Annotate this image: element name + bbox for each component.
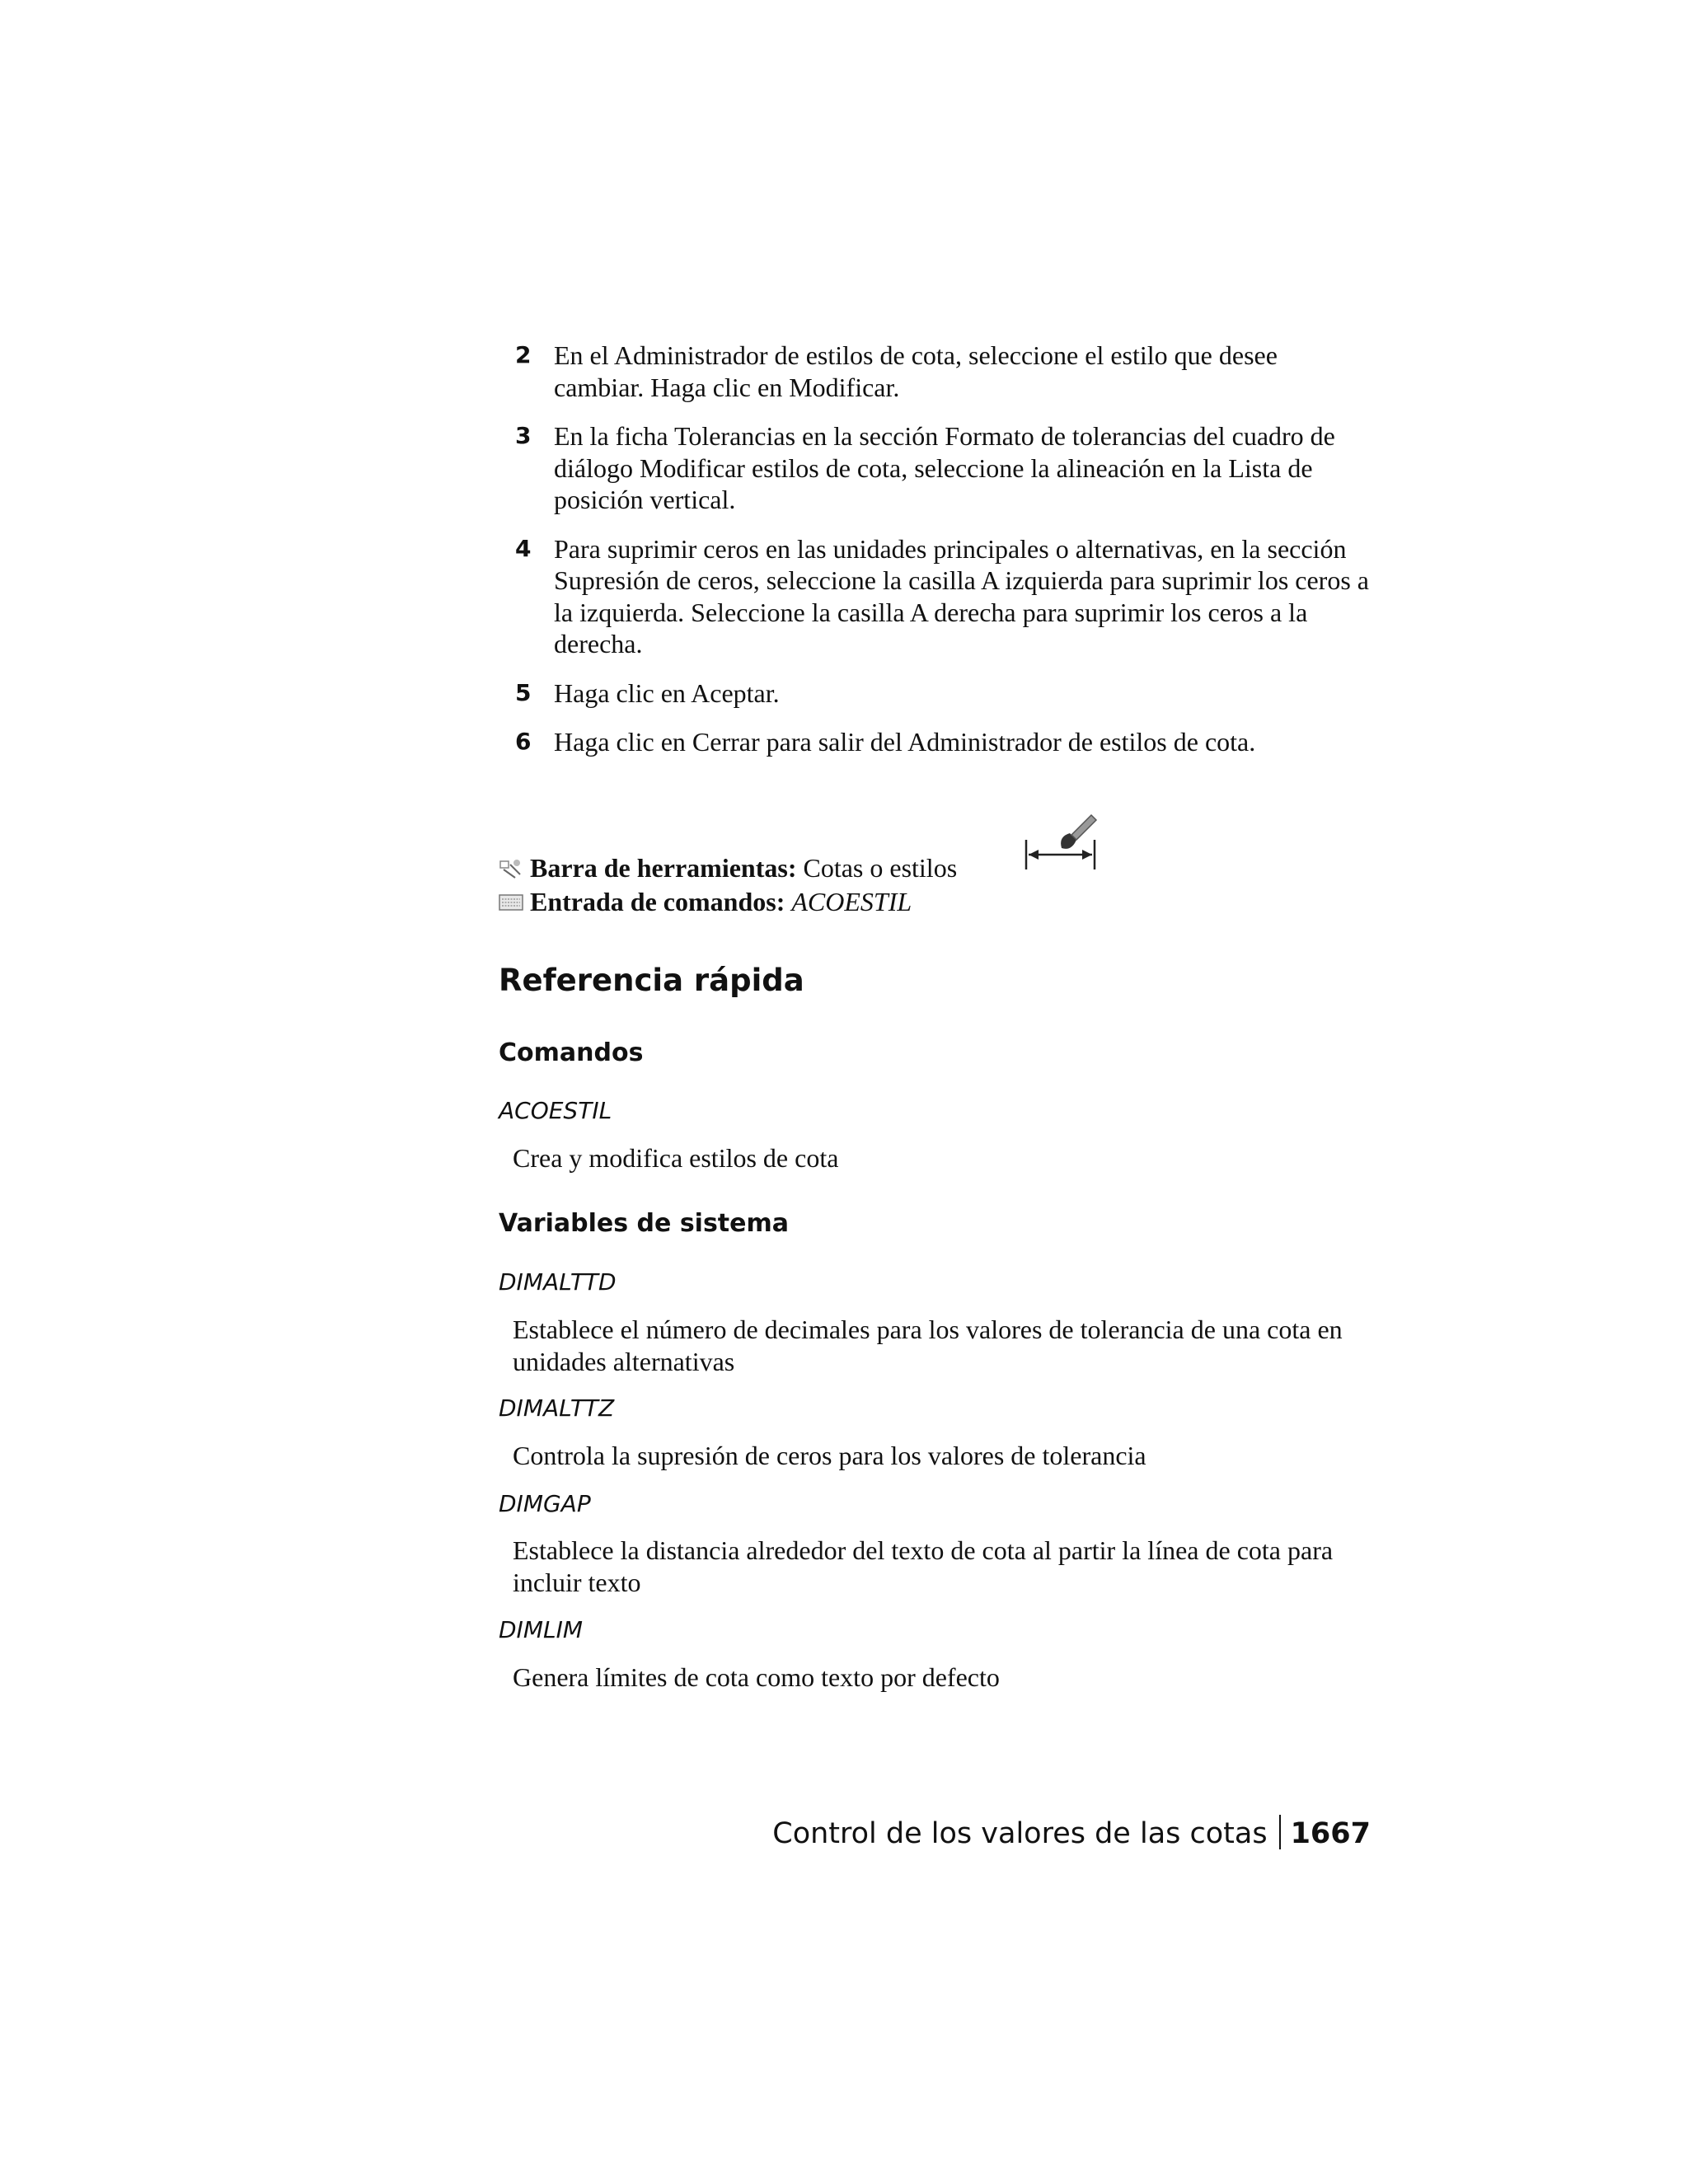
sysvars-heading: Variables de sistema xyxy=(499,1209,790,1238)
step-number: 5 xyxy=(515,678,532,706)
step-number: 3 xyxy=(515,422,532,449)
command-value: ACOESTIL xyxy=(791,887,912,916)
footer-section-title: Control de los valores de las cotas xyxy=(772,1817,1268,1850)
dimension-style-icon xyxy=(1022,812,1100,871)
step-item xyxy=(515,726,1372,758)
step-text: Para suprimir ceros en las unidades principales o alternativas, en la sección Supresión de ceros, seleccione la casilla A izquierda para suprimir los ceros a la izquierda. Seleccione la casilla A derecha para suprimir los ceros a la derecha. xyxy=(554,533,1369,658)
steps-list xyxy=(515,340,1372,776)
page-number: 1667 xyxy=(1290,1817,1371,1850)
toolbar-icon xyxy=(499,854,523,875)
step-number: 6 xyxy=(515,728,532,755)
step-item xyxy=(515,340,1372,403)
step-number: 2 xyxy=(515,341,532,368)
page-footer xyxy=(772,1815,1371,1850)
step-text: En el Administrador de estilos de cota, seleccione el estilo que desee cambiar. Haga clic en Modificar. xyxy=(554,340,1278,402)
keyboard-icon xyxy=(499,888,523,909)
sysvar-name: DIMGAP xyxy=(499,1490,591,1517)
command-desc: Crea y modifica estilos de cota xyxy=(513,1143,839,1173)
step-text: Haga clic en Cerrar para salir del Administrador de estilos de cota. xyxy=(554,727,1256,757)
step-text: En la ficha Tolerancias en la sección Formato de tolerancias del cuadro de diálogo Modificar estilos de cota, seleccione la alineación en la Lista de posición vertical. xyxy=(554,421,1335,514)
toolbar-label: Barra de herramientas: xyxy=(530,853,797,883)
command-label: Entrada de comandos: xyxy=(530,887,785,916)
step-number: 4 xyxy=(515,534,532,562)
sysvar-desc: Establece el número de decimales para los valores de tolerancia de una cota en unidades alternativas xyxy=(513,1315,1343,1376)
toolbar-value: Cotas o estilos xyxy=(803,853,958,883)
quickref-title: Referencia rápida xyxy=(499,963,804,998)
step-item xyxy=(515,420,1372,516)
sysvar-name: DIMALTTZ xyxy=(499,1394,615,1422)
step-item xyxy=(515,677,1372,710)
command-name: ACOESTIL xyxy=(499,1097,612,1124)
commands-heading: Comandos xyxy=(499,1038,644,1067)
sysvar-desc: Establece la distancia alrededor del texto de cota al partir la línea de cota para incluir texto xyxy=(513,1535,1334,1597)
sysvar-name: DIMALTTD xyxy=(499,1268,617,1296)
step-text: Haga clic en Aceptar. xyxy=(554,677,780,708)
sysvar-desc: Controla la supresión de ceros para los valores de tolerancia xyxy=(513,1441,1146,1470)
footer-divider xyxy=(1279,1815,1281,1849)
sysvar-name: DIMLIM xyxy=(499,1616,583,1643)
sysvar-desc: Genera límites de cota como texto por defecto xyxy=(513,1662,1000,1692)
step-item xyxy=(515,533,1372,660)
toolbar-access-line xyxy=(499,851,957,884)
command-access-line xyxy=(499,885,912,918)
